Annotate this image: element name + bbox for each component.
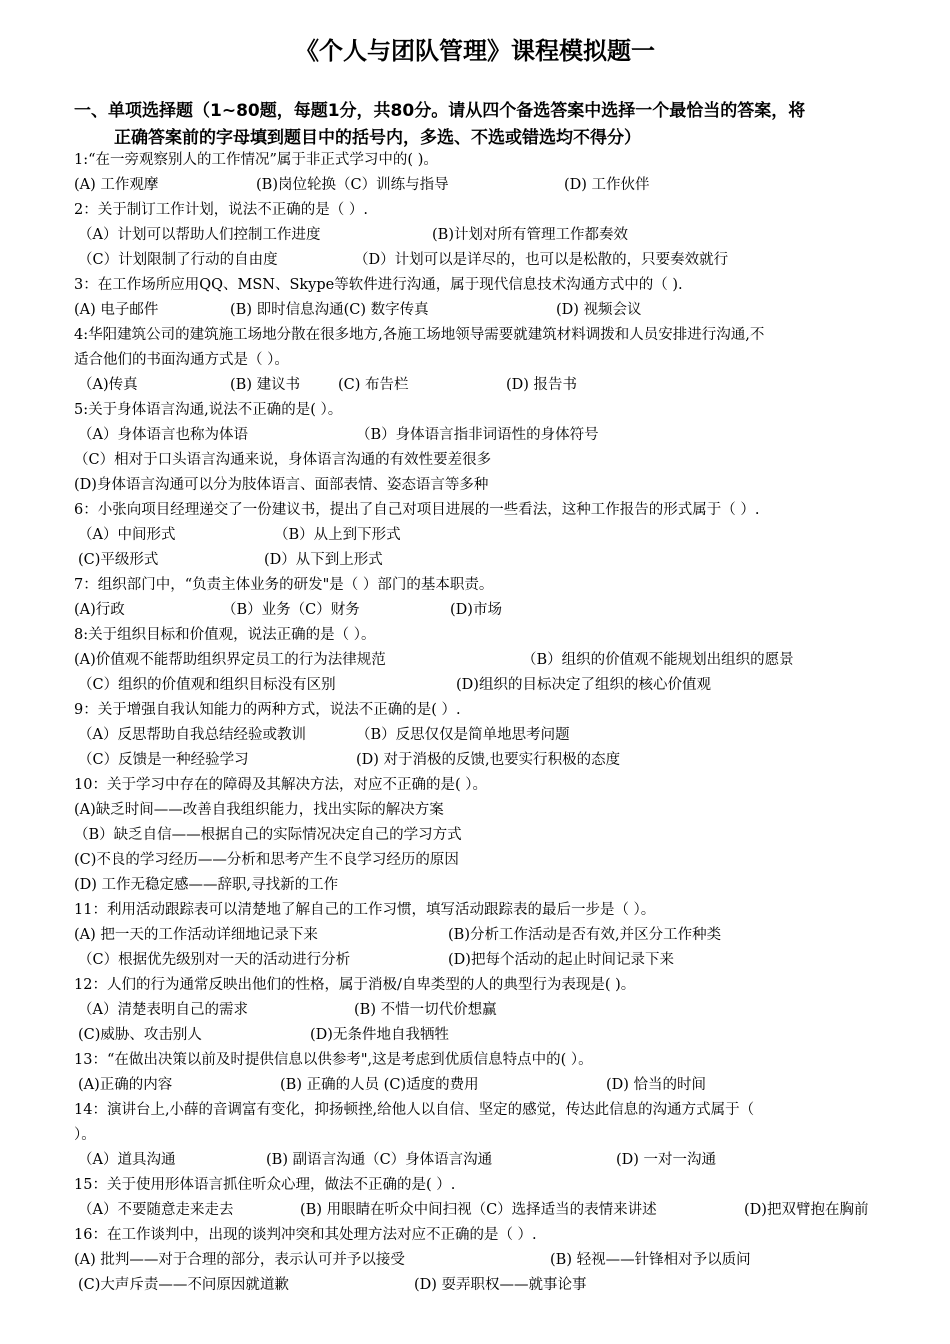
question-text: 9：关于增强自我认知能力的两种方式，说法不正确的是( ）. bbox=[74, 702, 461, 718]
page-title: 《个人与团队管理》课程模拟题一 bbox=[295, 37, 655, 65]
answer-option: (B)计划对所有管理工作都奏效 bbox=[432, 227, 628, 243]
answer-option: （B）组织的价值观不能规划出组织的愿景 bbox=[522, 652, 794, 668]
answer-option: (A)价值观不能帮助组织界定员工的行为法律规范 bbox=[74, 652, 386, 668]
answer-option: (D）从下到上形式 bbox=[264, 552, 383, 568]
answer-option: （A）身体语言也称为体语 bbox=[78, 427, 248, 443]
answer-option: (C)平级形式 bbox=[78, 552, 159, 568]
answer-option: （B）身体语言指非词语性的身体符号 bbox=[356, 427, 599, 443]
question-text: 6：小张向项目经理递交了一份建议书，提出了自己对项目进展的一些看法，这种工作报告的形式属于（ ）. bbox=[74, 502, 760, 518]
answer-option: （B）反思仅仅是简单地思考问题 bbox=[356, 727, 570, 743]
answer-option: (D)组织的目标决定了组织的核心价值观 bbox=[456, 677, 711, 693]
answer-option: (D)把每个活动的起止时间记录下来 bbox=[448, 952, 674, 968]
question-text: 13：“在做出决策以前及时提供信息以供参考",这是考虑到优质信息特点中的( ）。 bbox=[74, 1052, 593, 1068]
answer-option: （A）不要随意走来走去 bbox=[78, 1202, 234, 1218]
question-text: 14：演讲台上,小薛的音调富有变化，抑扬顿挫,给他人以自信、坚定的感觉，传达此信息的沟通方式属于（ bbox=[74, 1102, 755, 1118]
answer-option: (A) 把一天的工作活动详细地记录下来 bbox=[74, 927, 318, 943]
question-text: 1:“在一旁观察别人的工作情况”属于非正式学习中的( )。 bbox=[74, 152, 438, 168]
question-text: 12：人们的行为通常反映出他们的性格，属于消极/自卑类型的人的典型行为表现是( )。 bbox=[74, 977, 636, 993]
answer-option: (B) 即时信息沟通(C) 数字传真 bbox=[230, 302, 429, 318]
answer-option: （B）业务（C）财务 bbox=[222, 602, 360, 618]
question-text: 16：在工作谈判中，出现的谈判冲突和其处理方法对应不正确的是（ ）. bbox=[74, 1227, 537, 1243]
answer-option: (D) 工作伙伴 bbox=[564, 177, 650, 193]
question-text: 8:关于组织目标和价值观，说法正确的是（ ）。 bbox=[74, 627, 376, 643]
answer-option: (B) 不惜一切代价想赢 bbox=[354, 1002, 497, 1018]
answer-option: (D) 恰当的时间 bbox=[606, 1077, 707, 1093]
answer-option: (B) 建议书 bbox=[230, 377, 301, 393]
question-text: 3：在工作场所应用QQ、MSN、Skype等软件进行沟通，属于现代信息技术沟通方式中的（ ). bbox=[74, 277, 683, 293]
answer-option: (B) 用眼睛在听众中间扫视（C）选择适当的表情来讲述 bbox=[300, 1202, 657, 1218]
answer-option: (A)正确的内容 bbox=[78, 1077, 173, 1093]
answer-option: （D）计划可以是详尽的，也可以是松散的，只要奏效就行 bbox=[354, 252, 729, 268]
question-text: 4:华阳建筑公司的建筑施工场地分散在很多地方,各施工场地领导需要就建筑材料调拨和人员安排进行沟通,不 bbox=[74, 327, 765, 343]
answer-option: (A) 电子邮件 bbox=[74, 302, 159, 318]
question-text: (A)缺乏时间——改善自我组织能力，找出实际的解决方案 bbox=[74, 802, 444, 818]
question-text: （C）相对于口头语言沟通来说，身体语言沟通的有效性要差很多 bbox=[74, 452, 492, 468]
answer-option: (C)威胁、攻击别人 bbox=[78, 1027, 202, 1043]
answer-option: (D) 报告书 bbox=[506, 377, 578, 393]
answer-option: （A）清楚表明自己的需求 bbox=[78, 1002, 248, 1018]
answer-option: (D) 视频会议 bbox=[556, 302, 642, 318]
question-text: 11：利用活动跟踪表可以清楚地了解自己的工作习惯，填写活动跟踪表的最后一步是（ ）。 bbox=[74, 902, 656, 918]
answer-option: (B) 副语言沟通（C）身体语言沟通 bbox=[266, 1152, 493, 1168]
answer-option: (A) 批判——对于合理的部分，表示认可并予以接受 bbox=[74, 1252, 405, 1268]
answer-option: （B）从上到下形式 bbox=[274, 527, 401, 543]
answer-option: （C）根据优先级别对一天的活动进行分析 bbox=[78, 952, 351, 968]
answer-option: （A）道具沟通 bbox=[78, 1152, 176, 1168]
question-text: 10：关于学习中存在的障碍及其解决方法，对应不正确的是( ）。 bbox=[74, 777, 487, 793]
question-text: 5:关于身体语言沟通,说法不正确的是( ）。 bbox=[74, 402, 343, 418]
question-text: （B）缺乏自信——根据自己的实际情况决定自己的学习方式 bbox=[74, 827, 462, 843]
question-text: ）。 bbox=[74, 1127, 96, 1143]
answer-option: (B)岗位轮换（C）训练与指导 bbox=[256, 177, 449, 193]
answer-option: (C) 布告栏 bbox=[338, 377, 409, 393]
question-text: 7：组织部门中，“负责主体业务的研发"是（ ）部门的基本职责。 bbox=[74, 577, 494, 593]
section-heading-line-2: 正确答案前的字母填到题目中的括号内，多选、不选或错选均不得分） bbox=[114, 128, 641, 148]
question-text: (D) 工作无稳定感——辞职,寻找新的工作 bbox=[74, 877, 339, 893]
answer-option: (D) 耍弄职权——就事论事 bbox=[414, 1277, 587, 1293]
answer-option: (D) 对于消极的反馈,也要实行积极的态度 bbox=[356, 752, 621, 768]
answer-option: (D) 一对一沟通 bbox=[616, 1152, 717, 1168]
question-text: 15：关于使用形体语言抓住听众心理，做法不正确的是( ）. bbox=[74, 1177, 456, 1193]
answer-option: (D)把双臂抱在胸前 bbox=[744, 1202, 869, 1218]
answer-option: (D)市场 bbox=[450, 602, 502, 618]
answer-option: （A)传真 bbox=[78, 377, 138, 393]
question-text: 适合他们的书面沟通方式是（ ）。 bbox=[74, 352, 289, 368]
answer-option: (A)行政 bbox=[74, 602, 125, 618]
answer-option: （A）反思帮助自我总结经验或教训 bbox=[78, 727, 306, 743]
answer-option: （C）组织的价值观和组织目标没有区别 bbox=[78, 677, 336, 693]
answer-option: （A）计划可以帮助人们控制工作进度 bbox=[78, 227, 321, 243]
answer-option: （C）计划限制了行动的自由度 bbox=[78, 252, 278, 268]
answer-option: (B) 轻视——针锋相对予以质问 bbox=[550, 1252, 751, 1268]
section-heading-line-1: 一、单项选择题（1~80题，每题1分，共80分。请从四个备选答案中选择一个最恰当的答案，将 bbox=[74, 101, 806, 121]
answer-option: (D)无条件地自我牺牲 bbox=[310, 1027, 449, 1043]
question-text: (D)身体语言沟通可以分为肢体语言、面部表情、姿态语言等多种 bbox=[74, 477, 489, 493]
question-text: 2：关于制订工作计划，说法不正确的是（ ）. bbox=[74, 202, 368, 218]
question-text: (C)不良的学习经历——分析和思考产生不良学习经历的原因 bbox=[74, 852, 459, 868]
section-heading bbox=[74, 98, 904, 152]
answer-option: （C）反馈是一种经验学习 bbox=[78, 752, 249, 768]
answer-option: (C)大声斥责——不问原因就道歉 bbox=[78, 1277, 289, 1293]
answer-option: (A) 工作观摩 bbox=[74, 177, 159, 193]
answer-option: (B)分析工作活动是否有效,并区分工作种类 bbox=[448, 927, 722, 943]
answer-option: (B) 正确的人员 (C)适度的费用 bbox=[280, 1077, 479, 1093]
answer-option: （A）中间形式 bbox=[78, 527, 176, 543]
